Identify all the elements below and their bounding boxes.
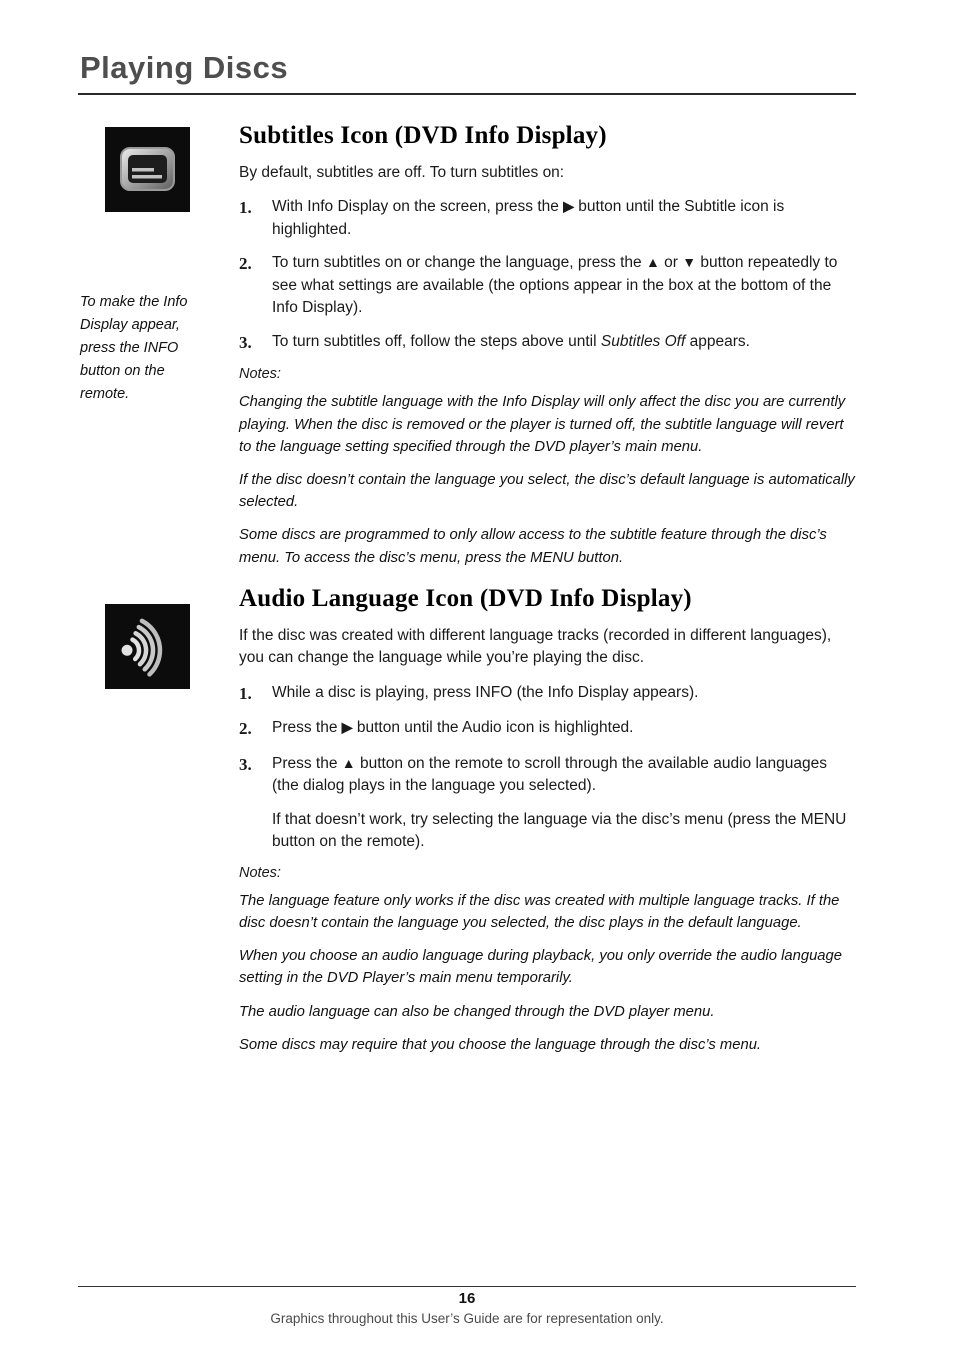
step-number: 1. xyxy=(239,198,252,218)
content-column xyxy=(239,122,857,1067)
audio-speaker-waves-icon xyxy=(105,604,190,689)
page-title: Playing Discs xyxy=(80,50,289,85)
footer-rule xyxy=(78,1286,856,1287)
subtitles-screen-icon-art xyxy=(105,127,190,212)
section-intro: By default, subtitles are off. To turn subtitles on: xyxy=(239,164,565,181)
step-number: 1. xyxy=(239,683,252,703)
subtitles-screen-icon xyxy=(105,127,190,212)
steps-list xyxy=(239,682,857,854)
step-text: Press the ▶ button until the Audio icon is highlighted. xyxy=(272,719,634,737)
notes-label: Notes: xyxy=(239,366,281,383)
notes-list xyxy=(239,890,857,1056)
step-item xyxy=(239,252,857,319)
notes-label: Notes: xyxy=(239,864,281,881)
note-paragraph: Some discs may require that you choose the language through the disc’s menu. xyxy=(239,1036,762,1053)
step-text: To turn subtitles off, follow the steps above until Subtitles Off appears. xyxy=(272,332,750,350)
step-number: 2. xyxy=(239,254,252,274)
step-number: 3. xyxy=(239,754,252,774)
step-item xyxy=(239,753,857,854)
step-text: While a disc is playing, press INFO (the Info Display appears). xyxy=(272,683,699,701)
section-heading: Subtitles Icon (DVD Info Display) xyxy=(239,122,607,149)
step-item xyxy=(239,331,857,356)
note-paragraph: The language feature only works if the disc was created with multiple language tracks. If the disc doesn’t contain the language you selected, the disc plays in the default language. xyxy=(239,892,840,932)
step-number: 2. xyxy=(239,719,252,739)
up-arrow-icon: ▲ xyxy=(341,754,356,771)
section-intro: If the disc was created with different language tracks (recorded in different languages), you can change the language while you’re playing the disc. xyxy=(239,626,832,667)
step-item xyxy=(239,717,857,742)
down-arrow-icon: ▼ xyxy=(682,254,697,271)
header-rule xyxy=(78,93,856,95)
step-item xyxy=(239,682,857,707)
side-note: To make the Info Display appear, press the INFO button on the remote. xyxy=(80,294,188,402)
notes-list xyxy=(239,391,857,568)
note-paragraph: When you choose an audio language during playback, you only override the audio language setting in the DVD Player’s main menu temporarily. xyxy=(239,948,842,987)
footer-note: Graphics throughout this User’s Guide are for representation only. xyxy=(270,1311,664,1326)
audio-speaker-waves-icon-art xyxy=(105,604,190,689)
step-text: With Info Display on the screen, press the ▶ button until the Subtitle icon is highlighted. xyxy=(272,198,785,238)
steps-list xyxy=(239,196,857,355)
section-heading: Audio Language Icon (DVD Info Display) xyxy=(239,584,692,612)
step-text: To turn subtitles on or change the language, press the ▲ or ▼ button repeatedly to see what settings are available (the options appear in the box at the bottom of the Info Display). xyxy=(272,254,838,317)
step-text: Press the ▲ button on the remote to scroll through the available audio languages (the dialog plays in the language you selected). xyxy=(272,754,827,795)
page-number: 16 xyxy=(458,1290,476,1307)
note-paragraph: Changing the subtitle language with the Info Display will only affect the disc you are currently playing. When the disc is removed or the player is turned off, the subtitle language will revert to the language setting specified through the DVD player’s main menu. xyxy=(239,394,846,455)
note-paragraph: Some discs are programmed to only allow access to the subtitle feature through the disc’s menu. To access the disc’s menu, press the MENU button. xyxy=(239,527,827,566)
note-paragraph: The audio language can also be changed through the DVD player menu. xyxy=(239,1003,715,1020)
section-audio xyxy=(239,585,857,1056)
note-paragraph: If the disc doesn’t contain the language you select, the disc’s default language is automatically selected. xyxy=(239,472,855,511)
right-arrow-icon: ▶ xyxy=(563,198,574,215)
step-extra-text: If that doesn’t work, try selecting the language via the disc’s menu (press the MENU button on the remote). xyxy=(272,810,847,851)
step-number: 3. xyxy=(239,332,252,352)
step-item xyxy=(239,196,857,241)
right-arrow-icon: ▶ xyxy=(341,719,353,736)
section-subtitles xyxy=(239,122,857,569)
up-arrow-icon: ▲ xyxy=(645,254,660,271)
